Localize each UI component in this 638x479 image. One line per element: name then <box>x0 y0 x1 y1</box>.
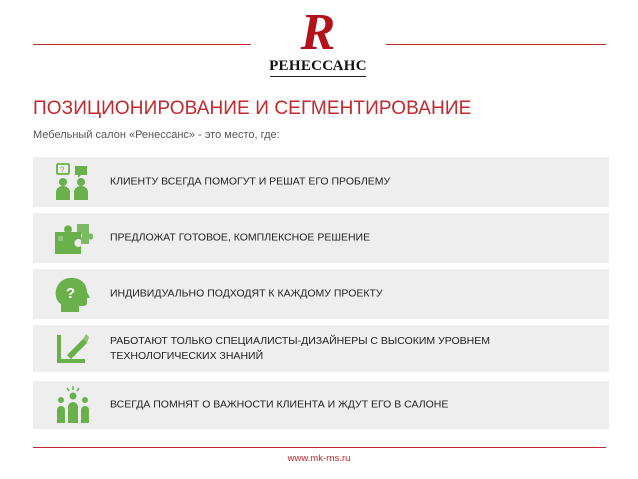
svg-text:?: ? <box>66 285 76 302</box>
header-rule-right <box>386 44 606 45</box>
group-people-icon <box>53 385 93 425</box>
logo-mark: R <box>300 4 336 61</box>
logo <box>268 6 368 76</box>
list-item-text: ПРЕДЛОЖАТ ГОТОВОЕ, КОМПЛЕКСНОЕ РЕШЕНИЕ <box>110 231 371 244</box>
list-item-text: РАБОТАЮТ ТОЛЬКО СПЕЦИАЛИСТЫ-ДИЗАЙНЕРЫ С ВЫСОКИМ УРОВНЕМ ТЕХНОЛОГИЧЕСКИХ ЗНАНИЙ <box>110 334 491 362</box>
logo-underline <box>270 76 366 77</box>
design-tools-icon <box>53 329 93 369</box>
puzzle-icon <box>53 218 93 258</box>
page-title: ПОЗИЦИОНИРОВАНИЕ И СЕГМЕНТИРОВАНИЕ <box>33 98 472 119</box>
head-question-icon <box>53 274 93 314</box>
list-item-text: ВСЕГДА ПОМНЯТ О ВАЖНОСТИ КЛИЕНТА И ЖДУТ ЕГО В САЛОНЕ <box>110 398 449 411</box>
page-subtitle: Мебельный салон «Ренессанс» - это место, где: <box>33 129 280 141</box>
footer-rule <box>33 447 606 448</box>
people-idea-icon <box>53 162 93 202</box>
svg-text:?: ? <box>60 165 65 175</box>
list-item <box>33 381 609 429</box>
list-item <box>33 157 609 207</box>
footer-url[interactable]: www.mk-rns.ru <box>287 453 351 464</box>
list-item <box>33 213 609 263</box>
logo-wordmark: РЕНЕССАНС <box>269 58 367 74</box>
list-item <box>33 269 609 319</box>
list-item <box>33 325 609 372</box>
list-item-text: ИНДИВИДУАЛЬНО ПОДХОДЯТ К КАЖДОМУ ПРОЕКТУ <box>110 287 383 300</box>
list-item-text: КЛИЕНТУ ВСЕГДА ПОМОГУТ И РЕШАТ ЕГО ПРОБЛЕМУ <box>110 175 391 188</box>
header-rule-left <box>33 44 251 45</box>
